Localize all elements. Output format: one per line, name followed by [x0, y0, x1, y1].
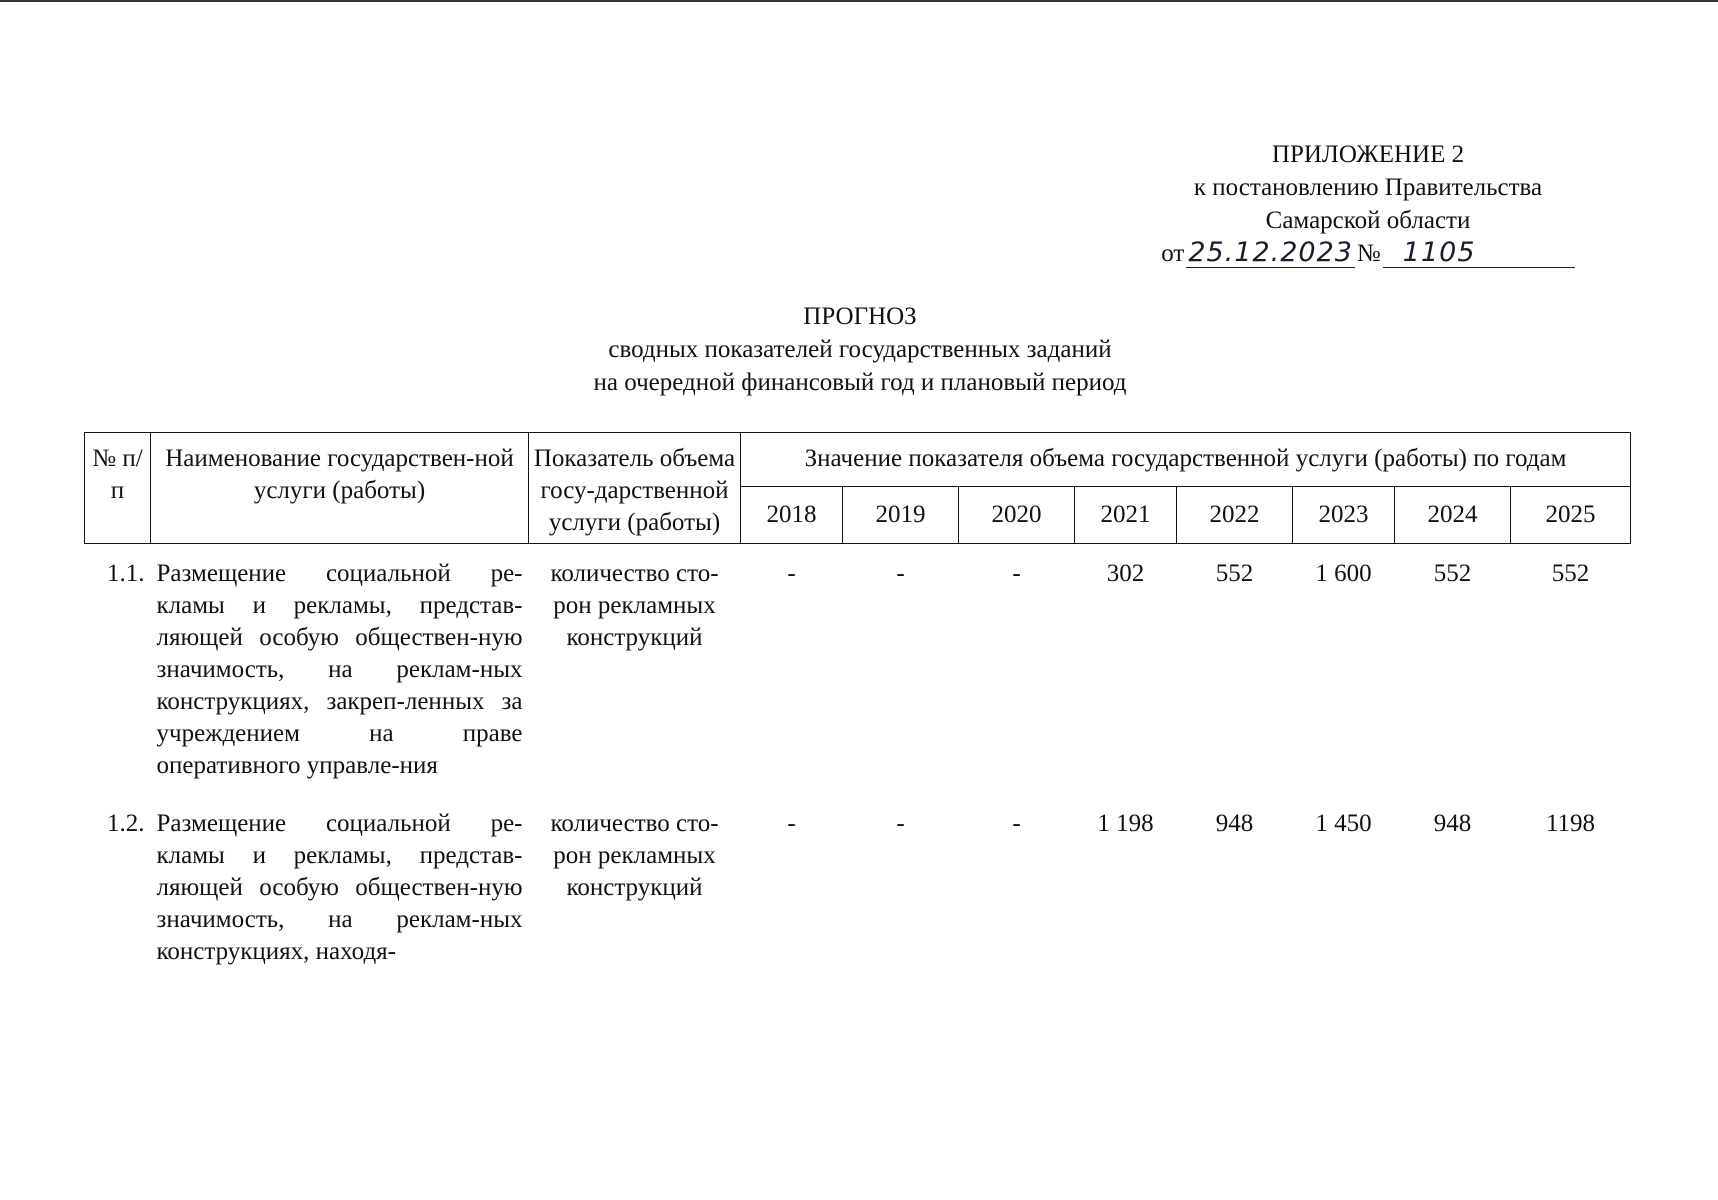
year-header: 2023 — [1293, 487, 1395, 544]
table-row — [85, 544, 1631, 783]
header-indicator: Показатель объема госу-дарственной услуги (работы) — [529, 433, 741, 544]
year-header: 2018 — [741, 487, 843, 544]
value-cell: 552 — [1551, 560, 1590, 587]
appendix-line-2: Самарской области — [1265, 207, 1471, 234]
value-cell: 1 450 — [1315, 810, 1372, 837]
heading-title: ПРОГНОЗ — [803, 303, 917, 330]
value-cell: 1 198 — [1097, 810, 1154, 837]
year-header: 2025 — [1511, 487, 1631, 544]
value-cell: 1198 — [1545, 810, 1596, 837]
document-heading — [400, 300, 1320, 399]
row-number: 1.2. — [107, 810, 145, 837]
value-cell: 302 — [1106, 560, 1145, 587]
header-service-name: Наименование государствен-ной услуги (работы) — [151, 433, 529, 544]
value-cell: 948 — [1433, 810, 1472, 837]
appendix-title: ПРИЛОЖЕНИЕ 2 — [1271, 141, 1465, 168]
number-label: № — [1356, 240, 1381, 267]
value-cell: - — [896, 810, 905, 837]
from-label: от — [1161, 240, 1185, 267]
heading-subtitle-1: сводных показателей государственных заданий — [608, 336, 1112, 363]
indicator-name: количество сто-рон рекламных конструкций — [550, 810, 719, 901]
year-header: 2020 — [959, 487, 1075, 544]
year-header: 2024 — [1395, 487, 1511, 544]
appendix-line-1: к постановлению Правительства — [1193, 174, 1543, 201]
table-row — [85, 808, 1631, 968]
heading-subtitle-2: на очередной финансовый год и плановый период — [593, 369, 1127, 396]
forecast-table — [84, 432, 1631, 968]
value-cell: - — [787, 560, 796, 587]
header-values-by-year: Значение показателя объема государственной услуги (работы) по годам — [741, 433, 1631, 487]
value-cell: - — [1012, 810, 1021, 837]
value-cell: - — [787, 810, 796, 837]
value-cell: 552 — [1215, 560, 1254, 587]
value-cell: 1 600 — [1315, 560, 1372, 587]
service-name: Размещение социальной ре-кламы и рекламы, представ-ляющей особую обществен-ную значимость, на реклам-ных конструкциях, находя- — [156, 810, 523, 965]
row-number: 1.1. — [107, 560, 145, 587]
row-spacer — [85, 782, 1631, 808]
top-border-line — [0, 0, 1718, 2]
year-header: 2021 — [1075, 487, 1177, 544]
appendix-block — [1158, 138, 1578, 270]
value-cell: 552 — [1433, 560, 1472, 587]
year-header: 2019 — [843, 487, 959, 544]
appendix-date-row — [1158, 237, 1578, 270]
service-name: Размещение социальной ре-кламы и рекламы, представ-ляющей особую обществен-ную значимость, на реклам-ных конструкциях, закреп-ленных за учреждением на праве оперативного управле-ния — [156, 560, 523, 779]
indicator-name: количество сто-рон рекламных конструкций — [550, 560, 719, 651]
handwritten-date: 25.12.2023 — [1188, 237, 1353, 268]
value-cell: - — [1012, 560, 1021, 587]
value-cell: - — [896, 560, 905, 587]
header-num: № п/п — [85, 433, 151, 544]
value-cell: 948 — [1215, 810, 1254, 837]
handwritten-number: 1105 — [1383, 239, 1575, 268]
year-header: 2022 — [1177, 487, 1293, 544]
